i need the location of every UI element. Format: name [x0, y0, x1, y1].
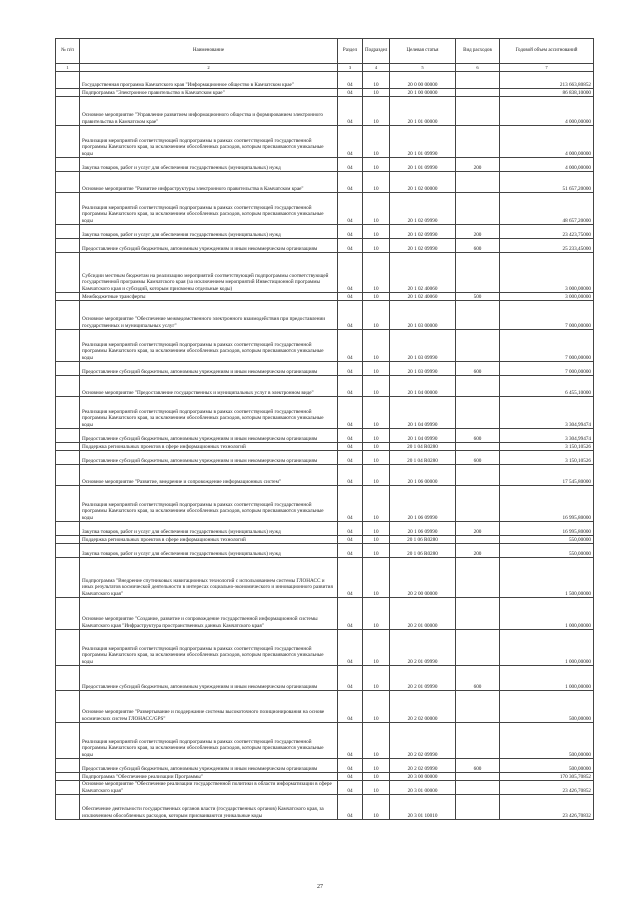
- row-podrazdel-cell: 10: [363, 536, 390, 544]
- row-razdel-cell: 04: [338, 759, 363, 773]
- row-target-article-cell: 20 1 03 00000: [390, 301, 456, 330]
- row-name-cell: Реализация мероприятий соответствующей подпрограммы в рамках соответствующей государственной программы Камчатского края, за исключением обособленных расходов, которым присваиваются уникальные коды: [80, 723, 338, 759]
- col-header-expense-type: Вид расходов: [456, 39, 500, 64]
- row-razdel-cell: 04: [338, 72, 363, 89]
- row-razdel-cell: 04: [338, 225, 363, 239]
- row-index-cell: [56, 544, 80, 558]
- row-target-article-cell: 20 2 00 00000: [390, 558, 456, 598]
- row-podrazdel-cell: 10: [363, 558, 390, 598]
- row-amount-cell: 3 304,99474: [500, 397, 594, 429]
- row-razdel-cell: 04: [338, 172, 363, 193]
- row-podrazdel-cell: 10: [363, 301, 390, 330]
- row-name-cell: Предоставление субсидий бюджетным, автономным учреждениям и иным некоммерческим организациям: [80, 666, 338, 691]
- row-podrazdel-cell: 10: [363, 443, 390, 451]
- row-index-cell: [56, 536, 80, 544]
- table-row: [56, 397, 594, 429]
- row-expense-type-cell: [456, 443, 500, 451]
- row-target-article-cell: 20 1 02 09990: [390, 239, 456, 253]
- table-body: [56, 72, 594, 820]
- row-podrazdel-cell: 10: [363, 522, 390, 536]
- row-target-article-cell: 20 1 04 09990: [390, 397, 456, 429]
- row-index-cell: [56, 362, 80, 376]
- row-amount-cell: 3 000,00000: [500, 253, 594, 293]
- row-expense-type-cell: 200: [456, 158, 500, 172]
- row-podrazdel-cell: 10: [363, 293, 390, 301]
- row-podrazdel-cell: 10: [363, 89, 390, 97]
- row-name-cell: Основное мероприятие "Предоставление государственных и муниципальных услуг в электронном виде": [80, 376, 338, 397]
- row-amount-cell: 7 000,00000: [500, 330, 594, 362]
- row-target-article-cell: 20 1 02 09990: [390, 193, 456, 225]
- row-index-cell: [56, 72, 80, 89]
- row-razdel-cell: 04: [338, 773, 363, 781]
- table-row: [56, 723, 594, 759]
- row-expense-type-cell: 200: [456, 225, 500, 239]
- row-target-article-cell: 20 1 02 40060: [390, 293, 456, 301]
- row-index-cell: [56, 253, 80, 293]
- row-target-article-cell: 20 2 01 00000: [390, 598, 456, 630]
- row-amount-cell: 4 000,00000: [500, 158, 594, 172]
- col-header-name: Наименование: [80, 39, 338, 64]
- row-expense-type-cell: [456, 630, 500, 666]
- row-podrazdel-cell: 10: [363, 795, 390, 820]
- table-row: [56, 330, 594, 362]
- row-target-article-cell: 20 2 02 09990: [390, 723, 456, 759]
- row-razdel-cell: 04: [338, 239, 363, 253]
- row-podrazdel-cell: 10: [363, 126, 390, 158]
- row-target-article-cell: 20 1 06 09990: [390, 486, 456, 522]
- row-name-cell: Предоставление субсидий бюджетным, автономным учреждениям и иным некоммерческим организациям: [80, 362, 338, 376]
- row-name-cell: Подпрограмма "Обеспечение реализации Программы": [80, 773, 338, 781]
- row-razdel-cell: 04: [338, 193, 363, 225]
- table-row: [56, 376, 594, 397]
- row-index-cell: [56, 522, 80, 536]
- row-expense-type-cell: [456, 397, 500, 429]
- row-name-cell: Реализация мероприятий соответствующей подпрограммы в рамках соответствующей государственной программы Камчатского края, за исключением обособленных расходов, которым присваиваются уникальные коды: [80, 330, 338, 362]
- row-expense-type-cell: 600: [456, 429, 500, 443]
- table-row: [56, 781, 594, 795]
- row-index-cell: [56, 97, 80, 126]
- row-razdel-cell: 04: [338, 544, 363, 558]
- col-number: 7: [500, 64, 594, 72]
- col-number: 6: [456, 64, 500, 72]
- row-razdel-cell: 04: [338, 723, 363, 759]
- col-header-target-article: Целевая статья: [390, 39, 456, 64]
- row-amount-cell: 4 000,00000: [500, 97, 594, 126]
- row-target-article-cell: 20 2 01 09990: [390, 630, 456, 666]
- row-target-article-cell: 20 1 02 00000: [390, 172, 456, 193]
- row-razdel-cell: 04: [338, 397, 363, 429]
- row-expense-type-cell: [456, 97, 500, 126]
- table-row: [56, 126, 594, 158]
- row-razdel-cell: 04: [338, 429, 363, 443]
- row-name-cell: Основное мероприятие "Развитие, внедрение и сопровождение информационных систем": [80, 465, 338, 486]
- row-amount-cell: 213 663,80852: [500, 72, 594, 89]
- row-razdel-cell: 04: [338, 451, 363, 465]
- row-amount-cell: 7 000,00000: [500, 301, 594, 330]
- row-razdel-cell: 04: [338, 691, 363, 723]
- row-name-cell: Подпрограмма "Внедрение спутниковых навигационных технологий с использованием системы ГЛОНАСС и иных результатов космической деятельности в интересах социально-экономического и инновационного развития Камчатского края": [80, 558, 338, 598]
- row-podrazdel-cell: 10: [363, 773, 390, 781]
- row-amount-cell: 1 500,00000: [500, 558, 594, 598]
- row-amount-cell: 550,00000: [500, 544, 594, 558]
- table-row: [56, 773, 594, 781]
- row-amount-cell: 170 305,70852: [500, 773, 594, 781]
- table-row: [56, 89, 594, 97]
- row-target-article-cell: 20 1 02 40060: [390, 253, 456, 293]
- table-row: [56, 558, 594, 598]
- row-razdel-cell: 04: [338, 376, 363, 397]
- row-podrazdel-cell: 10: [363, 158, 390, 172]
- row-target-article-cell: 20 3 01 10010: [390, 795, 456, 820]
- col-header-razdel: Раздел: [338, 39, 363, 64]
- table-row: [56, 429, 594, 443]
- table-row: [56, 97, 594, 126]
- row-razdel-cell: 04: [338, 362, 363, 376]
- row-razdel-cell: 04: [338, 89, 363, 97]
- row-amount-cell: 500,00000: [500, 723, 594, 759]
- row-expense-type-cell: [456, 558, 500, 598]
- row-expense-type-cell: [456, 536, 500, 544]
- row-razdel-cell: 04: [338, 522, 363, 536]
- row-name-cell: Обеспечение деятельности государственных органов власти (государственных органов) Камчатского края, за исключением обособленных расходов, которым присваиваются уникальные коды: [80, 795, 338, 820]
- row-name-cell: Предоставление субсидий бюджетным, автономным учреждениям и иным некоммерческим организациям: [80, 429, 338, 443]
- row-index-cell: [56, 630, 80, 666]
- row-target-article-cell: 20 1 00 00000: [390, 89, 456, 97]
- row-expense-type-cell: [456, 89, 500, 97]
- budget-table: [55, 38, 594, 820]
- row-expense-type-cell: [456, 193, 500, 225]
- row-target-article-cell: 20 2 01 09990: [390, 666, 456, 691]
- row-amount-cell: 3 000,00000: [500, 293, 594, 301]
- row-index-cell: [56, 225, 80, 239]
- row-amount-cell: 1 000,00000: [500, 666, 594, 691]
- row-index-cell: [56, 172, 80, 193]
- row-target-article-cell: 20 1 04 09990: [390, 429, 456, 443]
- col-number: 4: [363, 64, 390, 72]
- row-razdel-cell: 04: [338, 630, 363, 666]
- row-index-cell: [56, 429, 80, 443]
- row-index-cell: [56, 126, 80, 158]
- row-amount-cell: 6 455,10000: [500, 376, 594, 397]
- row-name-cell: Основное мероприятие "Обеспечение реализации государственной политики в области информатизации в сфере Камчатского края": [80, 781, 338, 795]
- row-name-cell: Поддержка региональных проектов в сфере информационных технологий: [80, 536, 338, 544]
- row-index-cell: [56, 723, 80, 759]
- row-amount-cell: 7 000,00000: [500, 362, 594, 376]
- row-index-cell: [56, 330, 80, 362]
- row-expense-type-cell: 200: [456, 544, 500, 558]
- row-podrazdel-cell: 10: [363, 193, 390, 225]
- row-amount-cell: 500,00000: [500, 691, 594, 723]
- row-amount-cell: 23 426,70832: [500, 795, 594, 820]
- row-expense-type-cell: [456, 598, 500, 630]
- row-expense-type-cell: [456, 773, 500, 781]
- row-podrazdel-cell: 10: [363, 239, 390, 253]
- row-name-cell: Реализация мероприятий соответствующей подпрограммы в рамках соответствующей государственной программы Камчатского края, за исключением обособленных расходов, которым присваиваются уникальные коды: [80, 630, 338, 666]
- row-razdel-cell: 04: [338, 558, 363, 598]
- col-number: 2: [80, 64, 338, 72]
- table-row: [56, 544, 594, 558]
- table-row: [56, 666, 594, 691]
- row-target-article-cell: 20 1 06 09990: [390, 522, 456, 536]
- row-expense-type-cell: 600: [456, 666, 500, 691]
- table-row: [56, 253, 594, 293]
- row-podrazdel-cell: 10: [363, 376, 390, 397]
- row-name-cell: Основное мероприятие "Обеспечение межведомственного электронного взаимодействия при предоставлении государственных и муниципальных услуг": [80, 301, 338, 330]
- row-podrazdel-cell: 10: [363, 759, 390, 773]
- row-razdel-cell: 04: [338, 330, 363, 362]
- row-index-cell: [56, 301, 80, 330]
- row-expense-type-cell: [456, 723, 500, 759]
- row-name-cell: Подпрограмма "Электронное правительство в Камчатском крае": [80, 89, 338, 97]
- row-target-article-cell: 20 1 02 09990: [390, 225, 456, 239]
- row-expense-type-cell: [456, 795, 500, 820]
- row-name-cell: Основное мероприятие "Управление развитием информационного общества и формированием электронного правительства в Камчатском крае": [80, 97, 338, 126]
- row-expense-type-cell: [456, 486, 500, 522]
- row-podrazdel-cell: 10: [363, 691, 390, 723]
- row-name-cell: Закупка товаров, работ и услуг для обеспечения государственных (муниципальных) нужд: [80, 225, 338, 239]
- row-index-cell: [56, 158, 80, 172]
- row-podrazdel-cell: 10: [363, 225, 390, 239]
- col-number: 1: [56, 64, 80, 72]
- row-podrazdel-cell: 10: [363, 172, 390, 193]
- row-amount-cell: 1 000,00000: [500, 630, 594, 666]
- table-row: [56, 598, 594, 630]
- row-target-article-cell: 20 1 03 09990: [390, 330, 456, 362]
- row-podrazdel-cell: 10: [363, 429, 390, 443]
- row-razdel-cell: 04: [338, 465, 363, 486]
- row-index-cell: [56, 598, 80, 630]
- table-row: [56, 536, 594, 544]
- row-name-cell: Предоставление субсидий бюджетным, автономным учреждениям и иным некоммерческим организациям: [80, 239, 338, 253]
- row-amount-cell: 48 657,20000: [500, 193, 594, 225]
- row-index-cell: [56, 465, 80, 486]
- table-row: [56, 630, 594, 666]
- table-row: [56, 451, 594, 465]
- row-target-article-cell: 20 1 06 R0280: [390, 544, 456, 558]
- row-index-cell: [56, 193, 80, 225]
- row-name-cell: Реализация мероприятий соответствующей подпрограммы в рамках соответствующей государственной программы Камчатского края, за исключением обособленных расходов, которым присваиваются уникальные коды: [80, 397, 338, 429]
- row-expense-type-cell: [456, 465, 500, 486]
- row-target-article-cell: 20 3 01 00000: [390, 781, 456, 795]
- row-index-cell: [56, 293, 80, 301]
- row-name-cell: Субсидии местным бюджетам на реализацию мероприятий соответствующей подпрограммы соответствующей государственной программы Камчатского края (за исключением мероприятий Инвестиционной программы Камчатского края и субсидий, которым присвоены отдельные коды): [80, 253, 338, 293]
- row-amount-cell: 16 995,80000: [500, 522, 594, 536]
- row-name-cell: Реализация мероприятий соответствующей подпрограммы в рамках соответствующей государственной программы Камчатского края, за исключением обособленных расходов, которым присваиваются уникальные коды: [80, 193, 338, 225]
- row-target-article-cell: 20 3 00 00000: [390, 773, 456, 781]
- row-podrazdel-cell: 10: [363, 598, 390, 630]
- row-expense-type-cell: [456, 126, 500, 158]
- table-row: [56, 691, 594, 723]
- row-podrazdel-cell: 10: [363, 666, 390, 691]
- budget-table-sheet: [55, 38, 593, 820]
- row-expense-type-cell: 600: [456, 239, 500, 253]
- row-podrazdel-cell: 10: [363, 723, 390, 759]
- row-podrazdel-cell: 10: [363, 362, 390, 376]
- table-row: [56, 225, 594, 239]
- col-number: 5: [390, 64, 456, 72]
- row-podrazdel-cell: 10: [363, 544, 390, 558]
- row-name-cell: Межбюджетные трансферты: [80, 293, 338, 301]
- row-name-cell: Основное мероприятие "Создание, развитие и сопровождение государственной информационной системы Камчатского края "Инфраструктура пространственных данных Камчатского края": [80, 598, 338, 630]
- col-number: 3: [338, 64, 363, 72]
- table-row: [56, 759, 594, 773]
- row-name-cell: Закупка товаров, работ и услуг для обеспечения государственных (муниципальных) нужд: [80, 522, 338, 536]
- row-amount-cell: 3 150,10526: [500, 443, 594, 451]
- row-name-cell: Основное мероприятие "Развертывание и поддержание системы высокоточного позиционирования на основе космических систем ГЛОНАСС/GPS": [80, 691, 338, 723]
- row-target-article-cell: 20 2 02 09990: [390, 759, 456, 773]
- row-target-article-cell: 20 1 04 R0280: [390, 443, 456, 451]
- row-name-cell: Закупка товаров, работ и услуг для обеспечения государственных (муниципальных) нужд: [80, 158, 338, 172]
- row-razdel-cell: 04: [338, 443, 363, 451]
- table-row: [56, 72, 594, 89]
- table-row: [56, 486, 594, 522]
- row-amount-cell: 16 995,80000: [500, 486, 594, 522]
- row-index-cell: [56, 89, 80, 97]
- row-index-cell: [56, 239, 80, 253]
- row-podrazdel-cell: 10: [363, 330, 390, 362]
- row-podrazdel-cell: 10: [363, 451, 390, 465]
- row-expense-type-cell: 600: [456, 759, 500, 773]
- row-target-article-cell: 20 0 00 00000: [390, 72, 456, 89]
- row-expense-type-cell: 600: [456, 362, 500, 376]
- table-row: [56, 239, 594, 253]
- table-row: [56, 293, 594, 301]
- row-podrazdel-cell: 10: [363, 781, 390, 795]
- row-podrazdel-cell: 10: [363, 397, 390, 429]
- row-index-cell: [56, 691, 80, 723]
- row-name-cell: Реализация мероприятий соответствующей подпрограммы в рамках соответствующей государственной программы Камчатского края, за исключением обособленных расходов, которым присваиваются уникальные коды: [80, 126, 338, 158]
- row-name-cell: Основное мероприятие "Развитие инфраструктуры электронного правительства в Камчатском крае": [80, 172, 338, 193]
- row-index-cell: [56, 558, 80, 598]
- page-number: 27: [317, 884, 323, 890]
- row-amount-cell: 3 150,10526: [500, 451, 594, 465]
- col-header-number: № п/п: [56, 39, 80, 64]
- row-index-cell: [56, 759, 80, 773]
- table-row: [56, 172, 594, 193]
- row-expense-type-cell: 600: [456, 451, 500, 465]
- row-name-cell: Поддержка региональных проектов в сфере информационных технологий: [80, 443, 338, 451]
- row-target-article-cell: 20 1 06 00000: [390, 465, 456, 486]
- row-podrazdel-cell: 10: [363, 253, 390, 293]
- row-index-cell: [56, 397, 80, 429]
- row-razdel-cell: 04: [338, 293, 363, 301]
- row-podrazdel-cell: 10: [363, 486, 390, 522]
- row-razdel-cell: 04: [338, 97, 363, 126]
- row-amount-cell: 1 000,00000: [500, 598, 594, 630]
- table-row: [56, 443, 594, 451]
- row-razdel-cell: 04: [338, 781, 363, 795]
- row-expense-type-cell: [456, 330, 500, 362]
- row-podrazdel-cell: 10: [363, 630, 390, 666]
- row-expense-type-cell: [456, 72, 500, 89]
- row-amount-cell: 17 545,80000: [500, 465, 594, 486]
- row-index-cell: [56, 443, 80, 451]
- row-razdel-cell: 04: [338, 301, 363, 330]
- table-column-numbers-row: [56, 64, 594, 72]
- row-name-cell: Предоставление субсидий бюджетным, автономным учреждениям и иным некоммерческим организациям: [80, 759, 338, 773]
- row-podrazdel-cell: 10: [363, 97, 390, 126]
- row-index-cell: [56, 376, 80, 397]
- row-expense-type-cell: [456, 301, 500, 330]
- table-row: [56, 465, 594, 486]
- row-target-article-cell: 20 1 01 00000: [390, 97, 456, 126]
- row-index-cell: [56, 773, 80, 781]
- row-index-cell: [56, 451, 80, 465]
- row-amount-cell: 550,00000: [500, 536, 594, 544]
- row-name-cell: Реализация мероприятий соответствующей подпрограммы в рамках соответствующей государственной программы Камчатского края, за исключением обособленных расходов, которым присваиваются уникальные коды: [80, 486, 338, 522]
- row-razdel-cell: 04: [338, 126, 363, 158]
- row-razdel-cell: 04: [338, 253, 363, 293]
- row-amount-cell: 500,00000: [500, 759, 594, 773]
- row-index-cell: [56, 795, 80, 820]
- row-expense-type-cell: [456, 781, 500, 795]
- row-amount-cell: 4 000,00000: [500, 126, 594, 158]
- table-row: [56, 362, 594, 376]
- row-index-cell: [56, 666, 80, 691]
- row-target-article-cell: 20 1 06 R0280: [390, 536, 456, 544]
- row-razdel-cell: 04: [338, 486, 363, 522]
- row-razdel-cell: 04: [338, 158, 363, 172]
- row-amount-cell: 23 423,75000: [500, 225, 594, 239]
- row-podrazdel-cell: 10: [363, 465, 390, 486]
- table-row: [56, 522, 594, 536]
- row-name-cell: Предоставление субсидий бюджетным, автономным учреждениям и иным некоммерческим организациям: [80, 451, 338, 465]
- row-target-article-cell: 20 1 01 09990: [390, 126, 456, 158]
- row-name-cell: Закупка товаров, работ и услуг для обеспечения государственных (муниципальных) нужд: [80, 544, 338, 558]
- row-expense-type-cell: 500: [456, 293, 500, 301]
- row-razdel-cell: 04: [338, 666, 363, 691]
- row-amount-cell: 3 304,99474: [500, 429, 594, 443]
- row-amount-cell: 51 657,20000: [500, 172, 594, 193]
- row-amount-cell: 25 233,45000: [500, 239, 594, 253]
- row-razdel-cell: 04: [338, 795, 363, 820]
- row-amount-cell: 86 838,10000: [500, 89, 594, 97]
- col-header-annual-amount: Годовой объем ассигнований: [500, 39, 594, 64]
- row-target-article-cell: 20 1 04 00000: [390, 376, 456, 397]
- table-row: [56, 158, 594, 172]
- row-expense-type-cell: [456, 253, 500, 293]
- row-index-cell: [56, 486, 80, 522]
- table-row: [56, 301, 594, 330]
- row-razdel-cell: 04: [338, 536, 363, 544]
- table-row: [56, 193, 594, 225]
- row-target-article-cell: 20 2 02 00000: [390, 691, 456, 723]
- row-razdel-cell: 04: [338, 598, 363, 630]
- row-target-article-cell: 20 1 04 R0280: [390, 451, 456, 465]
- col-header-podrazdel: Подраздел: [363, 39, 390, 64]
- row-expense-type-cell: [456, 172, 500, 193]
- table-row: [56, 795, 594, 820]
- row-amount-cell: 23 426,70852: [500, 781, 594, 795]
- row-expense-type-cell: [456, 691, 500, 723]
- row-index-cell: [56, 781, 80, 795]
- row-expense-type-cell: 200: [456, 522, 500, 536]
- row-expense-type-cell: [456, 376, 500, 397]
- row-target-article-cell: 20 1 03 09990: [390, 362, 456, 376]
- row-name-cell: Государственная программа Камчатского края "Информационное общество в Камчатском крае": [80, 72, 338, 89]
- table-header-row: [56, 39, 594, 64]
- row-target-article-cell: 20 1 01 09990: [390, 158, 456, 172]
- row-podrazdel-cell: 10: [363, 72, 390, 89]
